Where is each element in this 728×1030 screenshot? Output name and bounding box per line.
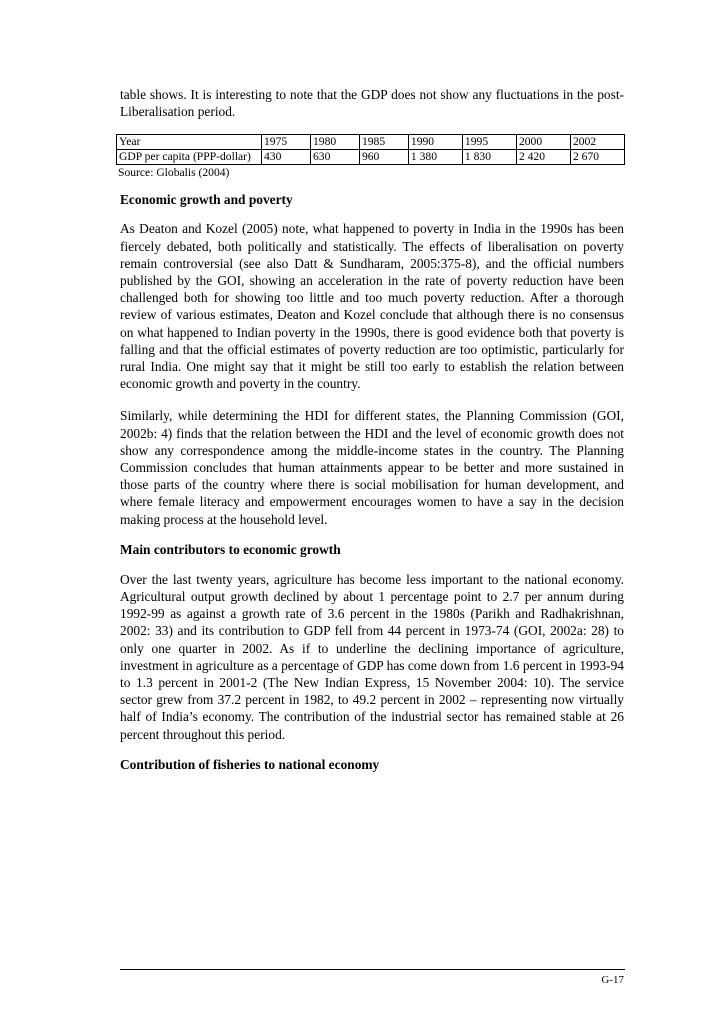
section-heading-main-contributors: Main contributors to economic growth — [120, 541, 341, 557]
intro-paragraph: table shows. It is interesting to note that the GDP does not show any fluctuations in the post-Liberalisation period. — [120, 87, 624, 120]
table-cell: Year — [117, 135, 262, 150]
table-cell: 1 380 — [408, 150, 462, 165]
table-cell: 1980 — [310, 135, 359, 150]
table-cell: 1995 — [462, 135, 516, 150]
table-source-note: Source: Globalis (2004) — [118, 166, 230, 180]
table-cell: 1 830 — [462, 150, 516, 165]
table-row — [117, 150, 625, 165]
table-cell: 430 — [262, 150, 311, 165]
table-cell: 2000 — [516, 135, 570, 150]
paragraph-deaton-kozel: As Deaton and Kozel (2005) note, what happened to poverty in India in the 1990s has been fiercely debated, both politically and statistically. The effects of liberalisation on poverty remain controversial (see also Datt & Sundharam, 2005:375-8), and the official numbers published by the GOI, showing an acceleration in the rate of poverty reduction have been challenged both for showing too little and too much poverty reduction. After a thorough review of various estimates, Deaton and Kozel conclude that although there is no consensus on what happened to Indian poverty in the 1990s, there is good evidence both that poverty is falling and that the official estimates of poverty reduction are too optimistic, particularly for rural India. One might say that it might be still too early to establish the relation between economic growth and poverty in the country. — [120, 221, 624, 392]
document-page — [120, 86, 624, 773]
section-heading-economic-growth-poverty: Economic growth and poverty — [120, 192, 293, 208]
table-cell: 960 — [359, 150, 408, 165]
paragraph-hdi-planning-commission: Similarly, while determining the HDI for different states, the Planning Commission (GOI, 2002b: 4) finds that the relation between the HDI and the level of economic growth does not show any correspondence among the middle-income states in the country. The Planning Commission concludes that human attainments appear to be better and more sustained in those parts of the country where there is social mobilisation for human development, and where female literacy and empowerment encourages women to have a say in the decision making process at the household level. — [120, 408, 624, 527]
footer-rule — [120, 969, 625, 970]
table-cell: 1985 — [359, 135, 408, 150]
gdp-table — [116, 134, 625, 165]
table-cell: 1990 — [408, 135, 462, 150]
page-number: G-17 — [601, 974, 624, 986]
table-header-row — [117, 135, 625, 150]
section-heading-fisheries: Contribution of fisheries to national economy — [120, 756, 380, 772]
table-cell: 2 670 — [570, 150, 624, 165]
table-cell: 2002 — [570, 135, 624, 150]
table-cell: 2 420 — [516, 150, 570, 165]
table-cell: 630 — [310, 150, 359, 165]
paragraph-agriculture-decline: Over the last twenty years, agriculture has become less important to the national economy. Agricultural output growth declined by about 1 percentage point to 2.7 per annum during 1992-99 as against a growth rate of 3.6 percent in the 1980s (Parikh and Radhakrishnan, 2002: 33) and its contribution to GDP fell from 44 percent in 1973-74 (GOI, 2002a: 28) to only one quarter in 2002. As if to underline the declining importance of agriculture, investment in agriculture as a percentage of GDP has come down from 1.6 percent in 1993-94 to 1.3 percent in 2001-2 (The New Indian Express, 15 November 2004: 10). The service sector grew from 37.2 percent in 1982, to 49.2 percent in 2002 – representing now virtually half of India’s economy. The contribution of the industrial sector has remained stable at 26 percent throughout this period. — [120, 571, 624, 742]
table-cell: 1975 — [262, 135, 311, 150]
table-cell: GDP per capita (PPP-dollar) — [117, 150, 262, 165]
